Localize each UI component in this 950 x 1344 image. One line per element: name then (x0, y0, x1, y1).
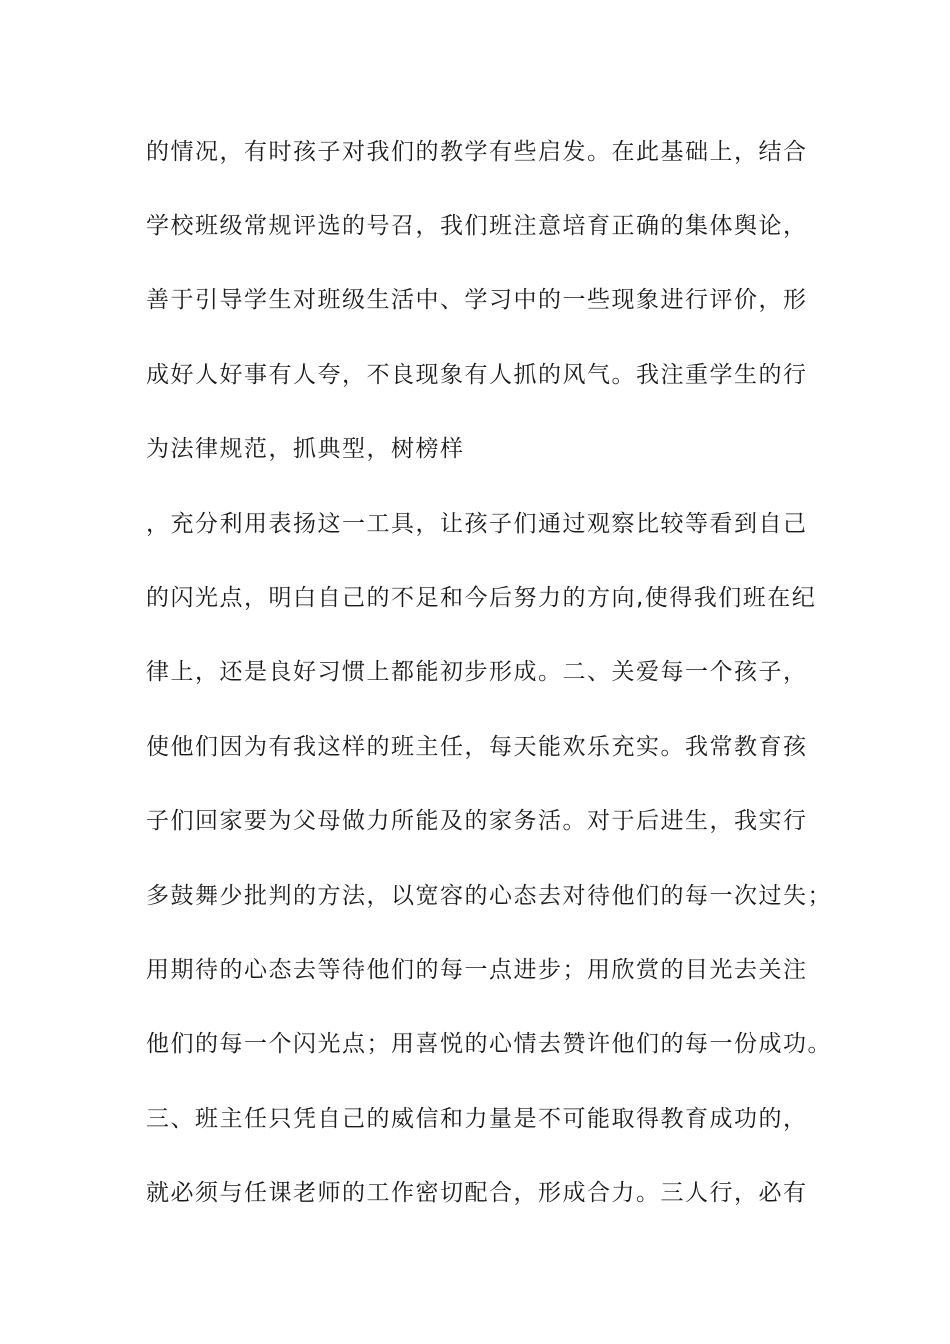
text-line: 三、班主任只凭自己的威信和力量是不可能取得教育成功的， (146, 1106, 808, 1132)
text-line: 子们回家要为父母做力所能及的家务活。对于后进生，我实行 (146, 808, 808, 834)
text-line: 使他们因为有我这样的班主任，每天能欢乐充实。我常教育孩 (146, 734, 808, 760)
text-line: 学校班级常规评选的号召，我们班注意培育正确的集体舆论， (146, 213, 808, 239)
text-line: 善于引导学生对班级生活中、学习中的一些现象进行评价，形 (146, 287, 808, 313)
text-line: 律上，还是良好习惯上都能初步形成。二、关爱每一个孩子， (146, 659, 808, 685)
text-line: 多鼓舞少批判的方法，以宽容的心态去对待他们的每一次过失； (146, 883, 832, 909)
text-line: 用期待的心态去等待他们的每一点进步；用欣赏的目光去关注 (146, 957, 808, 983)
text-line: 成好人好事有人夸，不良现象有人抓的风气。我注重学生的行 (146, 362, 808, 388)
text-line: 为法律规范，抓典型，树榜样 (146, 436, 465, 462)
text-line: 的情况，有时孩子对我们的教学有些启发。在此基础上，结合 (146, 139, 808, 165)
text-line: 的闪光点，明白自己的不足和今后努力的方向,使得我们班在纪 (146, 585, 817, 611)
text-line: 他们的每一个闪光点；用喜悦的心情去赞许他们的每一份成功。 (146, 1031, 832, 1057)
text-line: ，充分利用表扬这一工具，让孩子们通过观察比较等看到自己 (146, 511, 808, 537)
text-line: 就必须与任课老师的工作密切配合，形成合力。三人行，必有 (146, 1180, 808, 1206)
